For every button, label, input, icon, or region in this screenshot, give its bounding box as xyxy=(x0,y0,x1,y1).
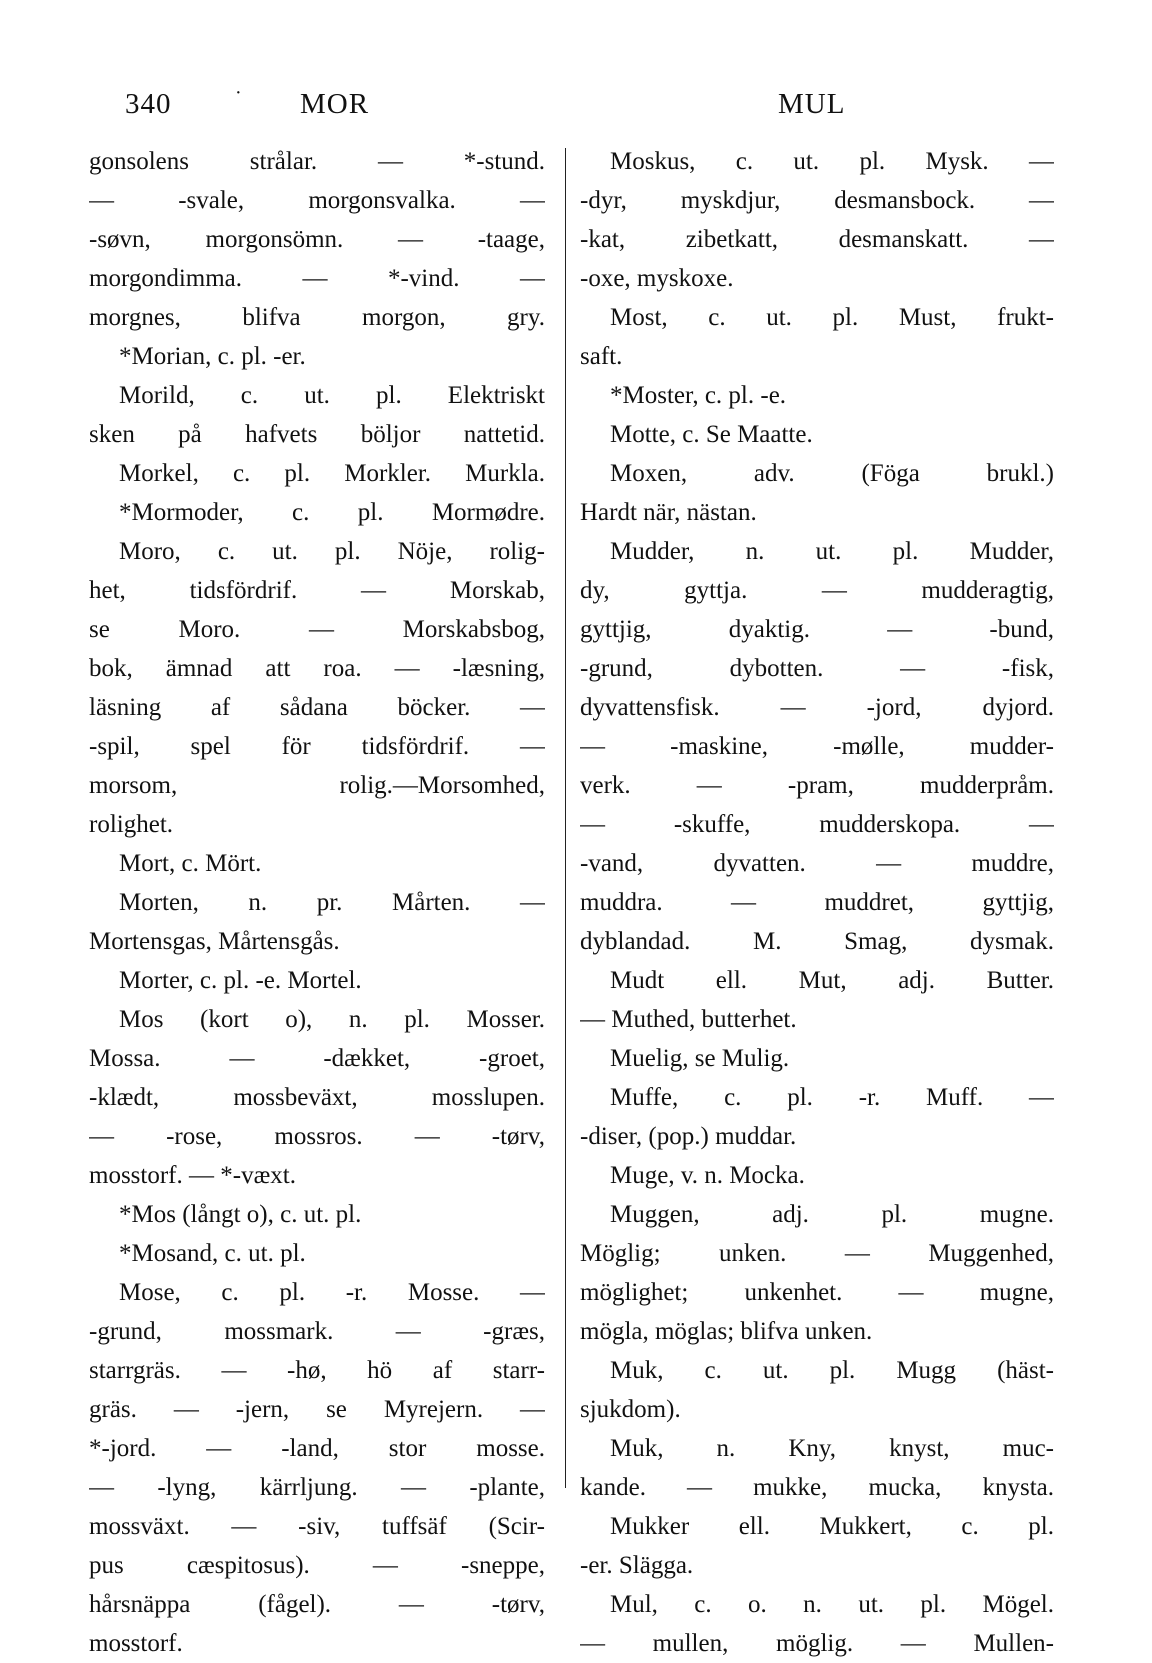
entry-text: läsning af sådana böcker. — xyxy=(89,694,545,721)
entry-line xyxy=(580,1546,1054,1585)
entry-text: *Morian, c. pl. -er. xyxy=(119,343,306,370)
entry-text: -grund, dybotten. — -fisk, xyxy=(580,655,1054,682)
entry-text: -diser, (pop.) muddar. xyxy=(580,1123,797,1150)
entry-text: Muk, n. Kny, knyst, muc- xyxy=(610,1435,1054,1462)
entry-text: -klædt, mossbeväxt, mosslupen. xyxy=(89,1084,545,1111)
entry-line xyxy=(89,376,545,415)
entry-line xyxy=(580,1156,1054,1195)
entry-text: Morkel, c. pl. Morkler. Murkla. xyxy=(119,460,545,487)
entry-text: het, tidsfördrif. — Morskab, xyxy=(89,577,545,604)
entry-text: -spil, spel för tidsfördrif. — xyxy=(89,733,545,760)
entry-text: Muffe, c. pl. -r. Muff. — xyxy=(610,1084,1054,1111)
entry-text: Moxen, adv. (Föga brukl.) xyxy=(610,460,1054,487)
entry-line xyxy=(580,1390,1054,1429)
entry-line xyxy=(580,181,1054,220)
entry-line xyxy=(89,1117,545,1156)
entry-text: rolighet. xyxy=(89,811,174,838)
entry-text: Möglig; unken. — Muggenhed, xyxy=(580,1240,1054,1267)
entry-text: Muge, v. n. Mocka. xyxy=(610,1162,805,1189)
entry-text: Mortensgas, Mårtensgås. xyxy=(89,928,340,955)
entry-line xyxy=(89,727,545,766)
entry-line xyxy=(89,337,545,376)
entry-line xyxy=(580,415,1054,454)
entry-text: -oxe, myskoxe. xyxy=(580,265,734,292)
entry-text: sken på hafvets böljor nattetid. xyxy=(89,421,545,448)
entry-text: Motte, c. Se Maatte. xyxy=(610,421,813,448)
entry-line xyxy=(89,415,545,454)
entry-text: mögla, möglas; blifva unken. xyxy=(580,1318,873,1345)
entry-text: Morter, c. pl. -e. Mortel. xyxy=(119,967,362,994)
entry-text: — -maskine, -mølle, mudder- xyxy=(580,733,1054,760)
entry-line xyxy=(580,1195,1054,1234)
column-divider xyxy=(565,148,566,1488)
entry-line xyxy=(89,220,545,259)
entry-line xyxy=(89,259,545,298)
page-number: 340 xyxy=(125,88,172,120)
left-guide-word: MOR xyxy=(300,88,370,120)
entry-text: dyvattensfisk. — -jord, dyjord. xyxy=(580,694,1054,721)
entry-text: gräs. — -jern, se Myrejern. — xyxy=(89,1396,545,1423)
entry-text: — Muthed, butterhet. xyxy=(580,1006,797,1033)
entry-text: morgondimma. — *-vind. — xyxy=(89,265,545,292)
entry-text: Morild, c. ut. pl. Elektriskt xyxy=(119,382,545,409)
entry-text: kande. — mukke, mucka, knysta. xyxy=(580,1474,1054,1501)
entry-line xyxy=(580,883,1054,922)
entry-line xyxy=(580,376,1054,415)
entry-line xyxy=(89,454,545,493)
entry-text: *Mormoder, c. pl. Mormødre. xyxy=(119,499,545,526)
entry-line xyxy=(89,571,545,610)
entry-line xyxy=(580,1117,1054,1156)
entry-text: mosstorf. xyxy=(89,1630,183,1657)
entry-text: saft. xyxy=(580,343,623,370)
entry-line xyxy=(580,1585,1054,1624)
entry-text: gyttjig, dyaktig. — -bund, xyxy=(580,616,1054,643)
left-column xyxy=(89,142,545,1663)
entry-text: dyblandad. M. Smag, dysmak. xyxy=(580,928,1054,955)
entry-line xyxy=(89,883,545,922)
entry-line xyxy=(580,1273,1054,1312)
entry-line xyxy=(89,1273,545,1312)
entry-line xyxy=(580,298,1054,337)
entry-text: Mose, c. pl. -r. Mosse. — xyxy=(119,1279,545,1306)
entry-line xyxy=(580,532,1054,571)
entry-line xyxy=(580,259,1054,298)
entry-line xyxy=(580,805,1054,844)
entry-line xyxy=(580,922,1054,961)
entry-text: — -rose, mossros. — -tørv, xyxy=(89,1123,545,1150)
entry-text: verk. — -pram, mudderpråm. xyxy=(580,772,1054,799)
entry-line xyxy=(89,1585,545,1624)
entry-line xyxy=(89,961,545,1000)
entry-line xyxy=(580,688,1054,727)
entry-text: pus cæspitosus). — -sneppe, xyxy=(89,1552,545,1579)
entry-line xyxy=(89,1195,545,1234)
entry-text: -vand, dyvatten. — muddre, xyxy=(580,850,1054,877)
entry-line xyxy=(89,1468,545,1507)
entry-line xyxy=(89,1039,545,1078)
entry-text: — -skuffe, mudderskopa. — xyxy=(580,811,1054,838)
entry-line xyxy=(580,493,1054,532)
entry-line xyxy=(580,1624,1054,1663)
entry-text: — -lyng, kärrljung. — -plante, xyxy=(89,1474,545,1501)
entry-text: morsom, rolig.—Morsomhed, xyxy=(89,772,545,799)
entry-text: Morten, n. pr. Mårten. — xyxy=(119,889,545,916)
entry-text: *Mosand, c. ut. pl. xyxy=(119,1240,306,1267)
entry-line xyxy=(89,844,545,883)
entry-line xyxy=(580,220,1054,259)
entry-text: -dyr, myskdjur, desmansbock. — xyxy=(580,187,1054,214)
entry-line xyxy=(580,1351,1054,1390)
entry-line xyxy=(89,1351,545,1390)
entry-text: Hardt när, nästan. xyxy=(580,499,757,526)
entry-line xyxy=(580,1312,1054,1351)
entry-text: muddra. — muddret, gyttjig, xyxy=(580,889,1054,916)
entry-text: *Moster, c. pl. -e. xyxy=(610,382,787,409)
entry-text: sjukdom). xyxy=(580,1396,681,1423)
entry-line xyxy=(580,766,1054,805)
entry-text: mossväxt. — -siv, tuffsäf (Scir- xyxy=(89,1513,545,1540)
entry-line xyxy=(580,337,1054,376)
entry-line xyxy=(580,1234,1054,1273)
entry-text: dy, gyttja. — mudderagtig, xyxy=(580,577,1054,604)
entry-line xyxy=(580,961,1054,1000)
right-guide-word: MUL xyxy=(778,88,846,120)
entry-line xyxy=(89,1000,545,1039)
entry-text: -søvn, morgonsömn. — -taage, xyxy=(89,226,545,253)
entry-text: Mort, c. Mört. xyxy=(119,850,262,877)
entry-text: -kat, zibetkatt, desmanskatt. — xyxy=(580,226,1054,253)
entry-line xyxy=(580,649,1054,688)
entry-line xyxy=(580,1429,1054,1468)
page-header xyxy=(0,82,1152,128)
entry-line xyxy=(580,454,1054,493)
entry-line xyxy=(580,1039,1054,1078)
entry-line xyxy=(580,610,1054,649)
entry-text: hårsnäppa (fågel). — -tørv, xyxy=(89,1591,545,1618)
entry-line xyxy=(580,844,1054,883)
entry-line xyxy=(89,1546,545,1585)
entry-line xyxy=(580,571,1054,610)
entry-line xyxy=(89,181,545,220)
entry-text: Muggen, adj. pl. mugne. xyxy=(610,1201,1054,1228)
entry-line xyxy=(89,1624,545,1663)
entry-text: Mudder, n. ut. pl. Mudder, xyxy=(610,538,1054,565)
entry-line xyxy=(89,805,545,844)
entry-line xyxy=(89,610,545,649)
entry-line xyxy=(89,493,545,532)
entry-text: — -svale, morgonsvalka. — xyxy=(89,187,545,214)
entry-line xyxy=(89,1156,545,1195)
entry-text: morgnes, blifva morgon, gry. xyxy=(89,304,545,331)
entry-line xyxy=(89,298,545,337)
entry-text: -er. Slägga. xyxy=(580,1552,694,1579)
entry-line xyxy=(89,1429,545,1468)
entry-line xyxy=(89,766,545,805)
entry-line xyxy=(580,1000,1054,1039)
entry-text: Mul, c. o. n. ut. pl. Mögel. xyxy=(610,1591,1054,1618)
entry-line xyxy=(580,1078,1054,1117)
entry-text: — mullen, möglig. — Mullen- xyxy=(580,1630,1054,1657)
entry-text: se Moro. — Morskabsbog, xyxy=(89,616,545,643)
entry-line xyxy=(580,1468,1054,1507)
entry-line xyxy=(580,727,1054,766)
entry-text: Moskus, c. ut. pl. Mysk. — xyxy=(610,148,1054,175)
entry-text: Mossa. — -dækket, -groet, xyxy=(89,1045,545,1072)
entry-line xyxy=(89,1234,545,1273)
entry-text: Muk, c. ut. pl. Mugg (häst- xyxy=(610,1357,1054,1384)
entry-text: bok, ämnad att roa. — -læsning, xyxy=(89,655,545,682)
entry-text: Mukker ell. Mukkert, c. pl. xyxy=(610,1513,1054,1540)
entry-line xyxy=(89,688,545,727)
entry-line xyxy=(580,1507,1054,1546)
entry-line xyxy=(89,142,545,181)
entry-text: Mudt ell. Mut, adj. Butter. xyxy=(610,967,1054,994)
entry-text: möglighet; unkenhet. — mugne, xyxy=(580,1279,1054,1306)
entry-line xyxy=(89,1390,545,1429)
entry-line xyxy=(89,1078,545,1117)
entry-text: gonsolens strålar. — *-stund. xyxy=(89,148,545,175)
entry-line xyxy=(580,142,1054,181)
entry-text: *Mos (långt o), c. ut. pl. xyxy=(119,1201,362,1228)
right-column xyxy=(580,142,1054,1663)
header-dot: · xyxy=(235,82,243,104)
entry-text: -grund, mossmark. — -græs, xyxy=(89,1318,545,1345)
entry-text: *-jord. — -land, stor mosse. xyxy=(89,1435,545,1462)
entry-text: Moro, c. ut. pl. Nöje, rolig- xyxy=(119,538,545,565)
entry-line xyxy=(89,532,545,571)
entry-line xyxy=(89,1507,545,1546)
entry-text: Most, c. ut. pl. Must, frukt- xyxy=(610,304,1054,331)
entry-text: Mos (kort o), n. pl. Mosser. xyxy=(119,1006,545,1033)
entry-text: Muelig, se Mulig. xyxy=(610,1045,790,1072)
entry-line xyxy=(89,649,545,688)
entry-line xyxy=(89,1312,545,1351)
entry-text: starrgräs. — -hø, hö af starr- xyxy=(89,1357,545,1384)
entry-text: mosstorf. — *-væxt. xyxy=(89,1162,296,1189)
entry-line xyxy=(89,922,545,961)
